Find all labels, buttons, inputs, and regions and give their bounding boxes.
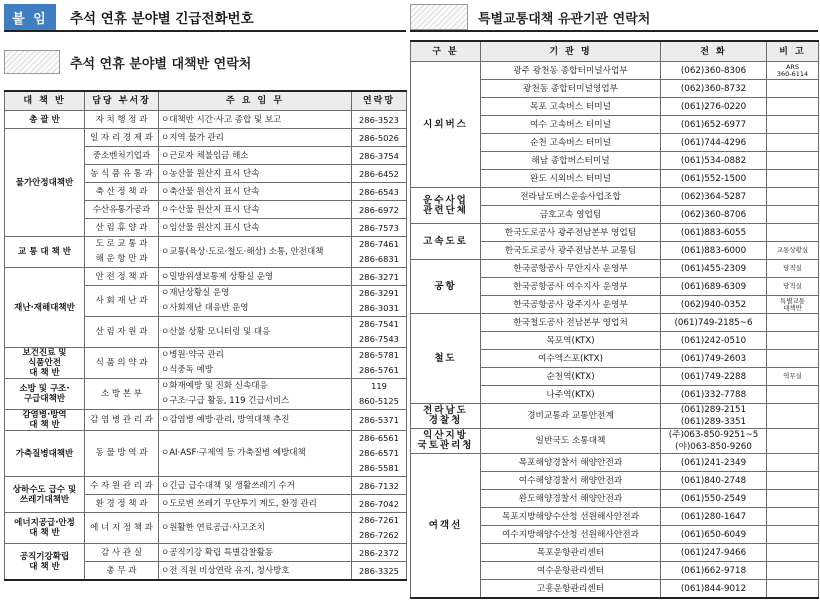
note-cell: 교통상황실 bbox=[767, 242, 819, 260]
task-force-table-body bbox=[5, 111, 407, 581]
org-cell: 전라남도버스운송사업조합 bbox=[481, 188, 661, 206]
tel-cell: (061)662-9718 bbox=[661, 562, 767, 580]
tel-cell: (061)650-6049 bbox=[661, 526, 767, 544]
note-cell bbox=[767, 429, 819, 454]
duty-cell: ㅇ전 직원 비상연락 유지, 청사방호 bbox=[159, 562, 352, 581]
document-title: 추석 연휴 분야별 긴급전화번호 bbox=[70, 11, 254, 27]
org-cell: 고흥운항관리센터 bbox=[481, 580, 661, 599]
tel-cell: (061)883-6055 bbox=[661, 224, 767, 242]
left-section-header bbox=[4, 50, 406, 74]
dept-cell: 산 림 휴 양 과 bbox=[85, 219, 159, 237]
dept-cell: 농 식 품 유 통 과 bbox=[85, 165, 159, 183]
org-cell: 광주 광천동 종합터미널사업부 bbox=[481, 62, 661, 80]
tel-cell: (061)689-6309 bbox=[661, 278, 767, 296]
org-cell: 여수 고속버스 터미널 bbox=[481, 116, 661, 134]
tel-cell: 286-5026 bbox=[352, 129, 407, 147]
table-header-row bbox=[411, 41, 819, 62]
tel-cell: (061)749-2603 bbox=[661, 350, 767, 368]
dept-cell: 산 림 자 원 과 bbox=[85, 317, 159, 348]
table-row bbox=[411, 454, 819, 472]
right-panel bbox=[410, 4, 818, 599]
duty-cell: ㅇ축산물 원산지 표시 단속 bbox=[159, 183, 352, 201]
dept-cell: 수산유통가공과 bbox=[85, 201, 159, 219]
group-cell: 총 괄 반 bbox=[5, 111, 85, 129]
org-cell: 목포운항관리센터 bbox=[481, 544, 661, 562]
table-row bbox=[411, 188, 819, 206]
column-header: 대 책 반 bbox=[5, 91, 85, 111]
tel-cell: (061)652-6977 bbox=[661, 116, 767, 134]
section-marker-icon bbox=[410, 4, 468, 30]
org-cell: 여수운항관리센터 bbox=[481, 562, 661, 580]
duty-cell: ㅇ대책반 시간·사고 종합 및 보고 bbox=[159, 111, 352, 129]
dept-cell: 환 경 정 책 과 bbox=[85, 495, 159, 513]
table-row bbox=[5, 544, 407, 562]
tel-cell: 286-2372 bbox=[352, 544, 407, 562]
tel-cell: (061)844-9012 bbox=[661, 580, 767, 599]
org-cell: 한국공항공사 여수지사 운영부 bbox=[481, 278, 661, 296]
column-header: 비 고 bbox=[767, 41, 819, 62]
tel-cell: (061)276-0220 bbox=[661, 98, 767, 116]
tel-cell: 286-3291 286-3031 bbox=[352, 286, 407, 317]
column-header: 기 관 명 bbox=[481, 41, 661, 62]
org-cell: 순천 고속버스 터미널 bbox=[481, 134, 661, 152]
tel-cell: 119 860-5125 bbox=[352, 379, 407, 410]
note-cell: 특별교통 대책반 bbox=[767, 296, 819, 314]
table-row bbox=[5, 431, 407, 477]
org-cell: 나주역(KTX) bbox=[481, 386, 661, 404]
tel-cell: 286-6561 286-6571 286-5581 bbox=[352, 431, 407, 477]
org-cell: 한국공항공사 무안지사 운영부 bbox=[481, 260, 661, 278]
note-cell bbox=[767, 332, 819, 350]
tel-cell: (062)940-0352 bbox=[661, 296, 767, 314]
note-cell bbox=[767, 544, 819, 562]
dept-cell: 중소벤처기업과 bbox=[85, 147, 159, 165]
table-row bbox=[5, 513, 407, 544]
tel-cell: (061)749-2185~6 bbox=[661, 314, 767, 332]
note-cell bbox=[767, 508, 819, 526]
org-cell: 여수해양경찰서 해양안전과 bbox=[481, 472, 661, 490]
table-row bbox=[5, 129, 407, 147]
tel-cell: 286-3754 bbox=[352, 147, 407, 165]
tel-cell: 286-7541 286-7543 bbox=[352, 317, 407, 348]
group-cell: 운수사업 관련단체 bbox=[411, 188, 481, 224]
tel-cell: 286-3523 bbox=[352, 111, 407, 129]
note-cell bbox=[767, 454, 819, 472]
duty-cell: ㅇ임산물 원산지 표시 단속 bbox=[159, 219, 352, 237]
table-row bbox=[5, 410, 407, 431]
tel-cell: 286-5371 bbox=[352, 410, 407, 431]
group-cell: 여객선 bbox=[411, 454, 481, 599]
org-cell: 목포해양경찰서 해양안전과 bbox=[481, 454, 661, 472]
duty-cell: ㅇ긴급 급수대책 및 생활쓰레기 수거 bbox=[159, 477, 352, 495]
note-cell bbox=[767, 490, 819, 508]
dept-cell: 일 자 리 경 제 과 bbox=[85, 129, 159, 147]
table-row bbox=[5, 268, 407, 286]
tel-cell: 286-3271 bbox=[352, 268, 407, 286]
tel-cell: (062)364-5287 bbox=[661, 188, 767, 206]
table-row bbox=[5, 379, 407, 410]
column-header: 구 분 bbox=[411, 41, 481, 62]
tel-cell: 286-7261 286-7262 bbox=[352, 513, 407, 544]
org-cell: 한국공항공사 광주지사 운영부 bbox=[481, 296, 661, 314]
org-cell: 여수지방해양수산청 선원해사안전과 bbox=[481, 526, 661, 544]
org-cell: 여수엑스포(KTX) bbox=[481, 350, 661, 368]
note-cell: 당직실 bbox=[767, 260, 819, 278]
column-header: 주 요 임 무 bbox=[159, 91, 352, 111]
task-force-table bbox=[4, 90, 407, 581]
org-cell: 해남 종합버스터미널 bbox=[481, 152, 661, 170]
tel-cell: (062)360-8306 bbox=[661, 62, 767, 80]
note-cell bbox=[767, 404, 819, 429]
section-marker-icon bbox=[4, 50, 60, 74]
note-cell: 당직실 bbox=[767, 278, 819, 296]
note-cell bbox=[767, 526, 819, 544]
duty-cell: ㅇ도로변 쓰레기 무단투기 계도, 환경 관리 bbox=[159, 495, 352, 513]
tel-cell: 286-7132 bbox=[352, 477, 407, 495]
tel-cell: (061)550-2549 bbox=[661, 490, 767, 508]
tel-cell: 286-6543 bbox=[352, 183, 407, 201]
agency-table-body bbox=[411, 62, 819, 599]
attachment-badge: 붙 임 bbox=[4, 4, 56, 30]
org-cell: 한국철도공사 전남본부 영업처 bbox=[481, 314, 661, 332]
org-cell: 목포역(KTX) bbox=[481, 332, 661, 350]
note-cell bbox=[767, 386, 819, 404]
tel-cell: (061)247-9466 bbox=[661, 544, 767, 562]
group-cell: 상하수도 급수 및 쓰레기대책반 bbox=[5, 477, 85, 513]
dept-cell: 소 방 본 부 bbox=[85, 379, 159, 410]
note-cell bbox=[767, 314, 819, 332]
left-section-title: 추석 연휴 분야별 대책반 연락처 bbox=[70, 56, 252, 72]
org-cell: 완도 시외버스 터미널 bbox=[481, 170, 661, 188]
dept-cell: 에 너 지 정 책 과 bbox=[85, 513, 159, 544]
dept-cell: 자 치 행 정 과 bbox=[85, 111, 159, 129]
group-cell: 고속도로 bbox=[411, 224, 481, 260]
note-cell bbox=[767, 580, 819, 599]
tel-cell: (061)280-1647 bbox=[661, 508, 767, 526]
group-cell: 재난·재해대책반 bbox=[5, 268, 85, 348]
table-row bbox=[411, 62, 819, 80]
group-cell: 소방 및 구조· 구급대책반 bbox=[5, 379, 85, 410]
group-cell: 물가안정대책반 bbox=[5, 129, 85, 237]
duty-cell: ㅇ교통(육상·도로·철도·해상) 소통, 안전대책 bbox=[159, 237, 352, 268]
tel-cell: 286-7461 286-6831 bbox=[352, 237, 407, 268]
note-cell bbox=[767, 472, 819, 490]
org-cell: 한국도로공사 광주전남본부 교통팀 bbox=[481, 242, 661, 260]
table-row bbox=[411, 404, 819, 429]
org-cell: 완도해양경찰서 해양안전과 bbox=[481, 490, 661, 508]
tel-cell: (061)840-2748 bbox=[661, 472, 767, 490]
column-header: 전 화 bbox=[661, 41, 767, 62]
duty-cell: ㅇ농산물 원산지 표시 단속 bbox=[159, 165, 352, 183]
table-row bbox=[5, 348, 407, 379]
org-cell: 금호고속 영업팀 bbox=[481, 206, 661, 224]
tel-cell: (061)552-1500 bbox=[661, 170, 767, 188]
dept-cell: 동 물 방 역 과 bbox=[85, 431, 159, 477]
duty-cell: ㅇ감염병 예방·관리, 방역대책 추진 bbox=[159, 410, 352, 431]
org-cell: 한국도로공사 광주전남본부 영업팀 bbox=[481, 224, 661, 242]
duty-cell: ㅇ근로자 체불임금 해소 bbox=[159, 147, 352, 165]
duty-cell: ㅇ밀방위생보통제 상황실 운영 bbox=[159, 268, 352, 286]
group-cell: 공직기강확립 대 책 반 bbox=[5, 544, 85, 581]
group-cell: 전라남도 경찰청 bbox=[411, 404, 481, 429]
duty-cell: ㅇ지역 물가 관리 bbox=[159, 129, 352, 147]
note-cell bbox=[767, 170, 819, 188]
note-cell bbox=[767, 152, 819, 170]
tel-cell: (061)289-2151 (061)289-3351 bbox=[661, 404, 767, 429]
table-row bbox=[5, 111, 407, 129]
table-row bbox=[411, 260, 819, 278]
tel-cell: (061)332-7788 bbox=[661, 386, 767, 404]
group-cell: 공항 bbox=[411, 260, 481, 314]
note-cell bbox=[767, 224, 819, 242]
agency-table bbox=[410, 40, 819, 599]
dept-cell: 수 자 원 관 리 과 bbox=[85, 477, 159, 495]
note-cell bbox=[767, 80, 819, 98]
dept-cell: 식 품 의 약 과 bbox=[85, 348, 159, 379]
note-cell bbox=[767, 116, 819, 134]
tel-cell: 286-7573 bbox=[352, 219, 407, 237]
dept-cell: 도 로 교 통 과 해 운 항 만 과 bbox=[85, 237, 159, 268]
tel-cell: (062)360-8706 bbox=[661, 206, 767, 224]
note-cell bbox=[767, 134, 819, 152]
dept-cell: 총 무 과 bbox=[85, 562, 159, 581]
org-cell: 목포 고속버스 터미널 bbox=[481, 98, 661, 116]
column-header: 연락망 bbox=[352, 91, 407, 111]
tel-cell: 286-6452 bbox=[352, 165, 407, 183]
tel-cell: (주)063-850-9251~5 (야)063-850-9260 bbox=[661, 429, 767, 454]
tel-cell: (061)883-6000 bbox=[661, 242, 767, 260]
tel-cell: (061)749-2288 bbox=[661, 368, 767, 386]
duty-cell: ㅇ공직기강 확립 특별감찰활동 bbox=[159, 544, 352, 562]
tel-cell: (061)241-2349 bbox=[661, 454, 767, 472]
group-cell: 가축질병대책반 bbox=[5, 431, 85, 477]
group-cell: 시외버스 bbox=[411, 62, 481, 188]
tel-cell: (061)242-0510 bbox=[661, 332, 767, 350]
table-row bbox=[5, 477, 407, 495]
org-cell: 일반국도 소통대책 bbox=[481, 429, 661, 454]
right-section-header bbox=[410, 4, 818, 32]
group-cell: 보건진료 및 식품안전 대 책 반 bbox=[5, 348, 85, 379]
tel-cell: (062)360-8732 bbox=[661, 80, 767, 98]
tel-cell: 286-7042 bbox=[352, 495, 407, 513]
duty-cell: ㅇ산불 상황 모니터링 및 대응 bbox=[159, 317, 352, 348]
tel-cell: (061)455-2309 bbox=[661, 260, 767, 278]
duty-cell: ㅇAI·ASF·구제역 등 가축질병 예방대책 bbox=[159, 431, 352, 477]
duty-cell: ㅇ수산물 원산지 표시 단속 bbox=[159, 201, 352, 219]
note-cell bbox=[767, 188, 819, 206]
group-cell: 감염병·방역 대 책 반 bbox=[5, 410, 85, 431]
org-cell: 광천동 종합터미널영업부 bbox=[481, 80, 661, 98]
org-cell: 순천역(KTX) bbox=[481, 368, 661, 386]
table-header-row bbox=[5, 91, 407, 111]
note-cell: 역무실 bbox=[767, 368, 819, 386]
tel-cell: (061)534-0882 bbox=[661, 152, 767, 170]
table-row bbox=[411, 429, 819, 454]
note-cell: ARS 360-6114 bbox=[767, 62, 819, 80]
tel-cell: 286-6972 bbox=[352, 201, 407, 219]
table-row bbox=[411, 314, 819, 332]
dept-cell: 감 염 병 관 리 과 bbox=[85, 410, 159, 431]
group-cell: 철도 bbox=[411, 314, 481, 404]
tel-cell: (061)744-4296 bbox=[661, 134, 767, 152]
tel-cell: 286-5781 286-5761 bbox=[352, 348, 407, 379]
dept-cell: 축 산 정 책 과 bbox=[85, 183, 159, 201]
duty-cell: ㅇ원활한 연료공급·사고조치 bbox=[159, 513, 352, 544]
right-section-title: 특별교통대책 유관기관 연락처 bbox=[478, 11, 651, 27]
duty-cell: ㅇ재난상황실 운영 ㅇ사회재난 대응반 운영 bbox=[159, 286, 352, 317]
note-cell bbox=[767, 350, 819, 368]
duty-cell: ㅇ화재예방 및 진화 신속대응 ㅇ구조·구급 활동, 119 긴급서비스 bbox=[159, 379, 352, 410]
note-cell bbox=[767, 562, 819, 580]
duty-cell: ㅇ병원·약국 관리 ㅇ식중독 예방 bbox=[159, 348, 352, 379]
org-cell: 경비교통과 교통안전계 bbox=[481, 404, 661, 429]
dept-cell: 사 회 재 난 과 bbox=[85, 286, 159, 317]
group-cell: 교 통 대 책 반 bbox=[5, 237, 85, 268]
org-cell: 목포지방해양수산청 선원해사안전과 bbox=[481, 508, 661, 526]
group-cell: 에너지공급·안정 대 책 반 bbox=[5, 513, 85, 544]
document-header bbox=[4, 4, 406, 32]
note-cell bbox=[767, 98, 819, 116]
left-panel bbox=[4, 4, 406, 581]
dept-cell: 안 전 정 책 과 bbox=[85, 268, 159, 286]
dept-cell: 감 사 관 실 bbox=[85, 544, 159, 562]
table-row bbox=[5, 237, 407, 268]
column-header: 담당 부서장 bbox=[85, 91, 159, 111]
table-row bbox=[411, 224, 819, 242]
group-cell: 익산지방 국토관리청 bbox=[411, 429, 481, 454]
tel-cell: 286-3325 bbox=[352, 562, 407, 581]
note-cell bbox=[767, 206, 819, 224]
